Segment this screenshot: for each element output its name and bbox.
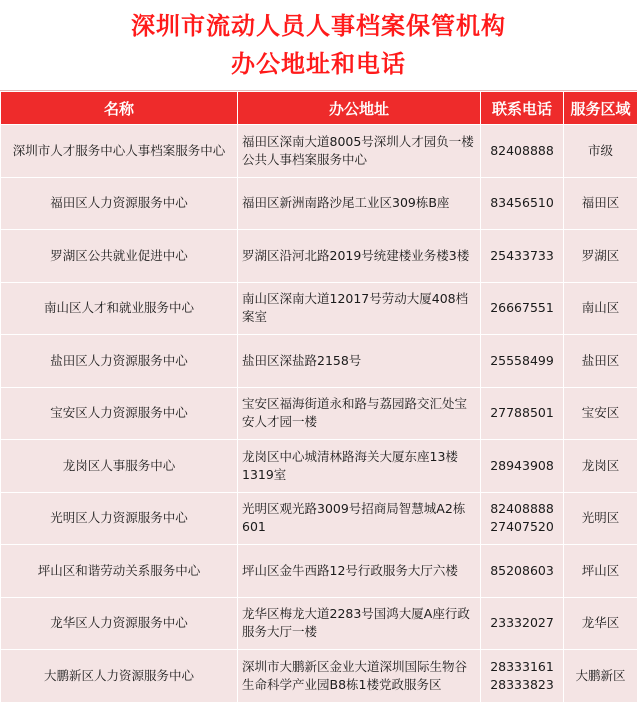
cell-name: 龙岗区人事服务中心 <box>1 440 238 493</box>
cell-name: 深圳市人才服务中心人事档案服务中心 <box>1 125 238 178</box>
table-row <box>1 597 637 650</box>
cell-area: 福田区 <box>564 177 637 230</box>
phone-number: 27788501 <box>490 405 554 421</box>
cell-phone <box>481 597 564 650</box>
table-row <box>1 230 637 283</box>
table-row <box>1 650 637 703</box>
cell-area: 龙华区 <box>564 597 637 650</box>
cell-name: 盐田区人力资源服务中心 <box>1 335 238 388</box>
header-area: 服务区域 <box>564 92 637 125</box>
cell-area: 市级 <box>564 125 637 178</box>
cell-name: 光明区人力资源服务中心 <box>1 492 238 545</box>
cell-address: 深圳市大鹏新区金业大道深圳国际生物谷生命科学产业园B8栋1楼党政服务区 <box>238 650 481 703</box>
phone-number: 83456510 <box>490 195 554 211</box>
phone-number: 25433733 <box>490 247 554 263</box>
header-phone: 联系电话 <box>481 92 564 125</box>
table-row <box>1 125 637 178</box>
cell-address: 宝安区福海街道永和路与荔园路交汇处宝安人才园一楼 <box>238 387 481 440</box>
cell-area: 盐田区 <box>564 335 637 388</box>
office-table <box>0 91 637 703</box>
table-row <box>1 492 637 545</box>
title-line-1: 深圳市流动人员人事档案保管机构 <box>131 12 506 40</box>
cell-area: 宝安区 <box>564 387 637 440</box>
cell-area: 坪山区 <box>564 545 637 598</box>
table-row <box>1 545 637 598</box>
cell-phone <box>481 335 564 388</box>
cell-area: 大鹏新区 <box>564 650 637 703</box>
table-row <box>1 282 637 335</box>
cell-phone <box>481 440 564 493</box>
cell-address: 光明区观光路3009号招商局智慧城A2栋601 <box>238 492 481 545</box>
cell-phone <box>481 125 564 178</box>
cell-phone <box>481 387 564 440</box>
header-address: 办公地址 <box>238 92 481 125</box>
cell-area: 南山区 <box>564 282 637 335</box>
cell-address: 坪山区金牛西路12号行政服务大厅六楼 <box>238 545 481 598</box>
phone-number: 27407520 <box>490 519 554 535</box>
cell-phone <box>481 230 564 283</box>
phone-number: 28333161 <box>490 658 554 674</box>
cell-phone <box>481 650 564 703</box>
phone-number: 23332027 <box>490 615 554 631</box>
cell-address: 福田区新洲南路沙尾工业区309栋B座 <box>238 177 481 230</box>
cell-area: 光明区 <box>564 492 637 545</box>
cell-phone <box>481 545 564 598</box>
cell-phone <box>481 177 564 230</box>
table-row <box>1 335 637 388</box>
phone-number: 25558499 <box>490 352 554 368</box>
cell-address: 福田区深南大道8005号深圳人才园负一楼公共人事档案服务中心 <box>238 125 481 178</box>
title-line-2: 办公地址和电话 <box>231 50 406 78</box>
header-name: 名称 <box>1 92 238 125</box>
phone-number: 28943908 <box>490 457 554 473</box>
phone-number: 85208603 <box>490 562 554 578</box>
phone-number: 26667551 <box>490 300 554 316</box>
cell-name: 大鹏新区人力资源服务中心 <box>1 650 238 703</box>
cell-address: 南山区深南大道12017号劳动大厦408档案室 <box>238 282 481 335</box>
cell-area: 罗湖区 <box>564 230 637 283</box>
cell-address: 盐田区深盐路2158号 <box>238 335 481 388</box>
cell-name: 龙华区人力资源服务中心 <box>1 597 238 650</box>
cell-phone <box>481 282 564 335</box>
phone-number: 28333823 <box>490 676 554 692</box>
table-row <box>1 387 637 440</box>
cell-name: 宝安区人力资源服务中心 <box>1 387 238 440</box>
cell-phone <box>481 492 564 545</box>
table-row <box>1 177 637 230</box>
cell-name: 罗湖区公共就业促进中心 <box>1 230 238 283</box>
cell-area: 龙岗区 <box>564 440 637 493</box>
cell-name: 福田区人力资源服务中心 <box>1 177 238 230</box>
cell-address: 龙岗区中心城清林路海关大厦东座13楼1319室 <box>238 440 481 493</box>
phone-number: 82408888 <box>490 501 554 517</box>
cell-name: 坪山区和谐劳动关系服务中心 <box>1 545 238 598</box>
cell-address: 罗湖区沿河北路2019号统建楼业务楼3楼 <box>238 230 481 283</box>
phone-number: 82408888 <box>490 142 554 158</box>
cell-name: 南山区人才和就业服务中心 <box>1 282 238 335</box>
table-header-row <box>1 92 637 125</box>
table-row <box>1 440 637 493</box>
page-title <box>0 0 637 91</box>
cell-address: 龙华区梅龙大道2283号国鸿大厦A座行政服务大厅一楼 <box>238 597 481 650</box>
